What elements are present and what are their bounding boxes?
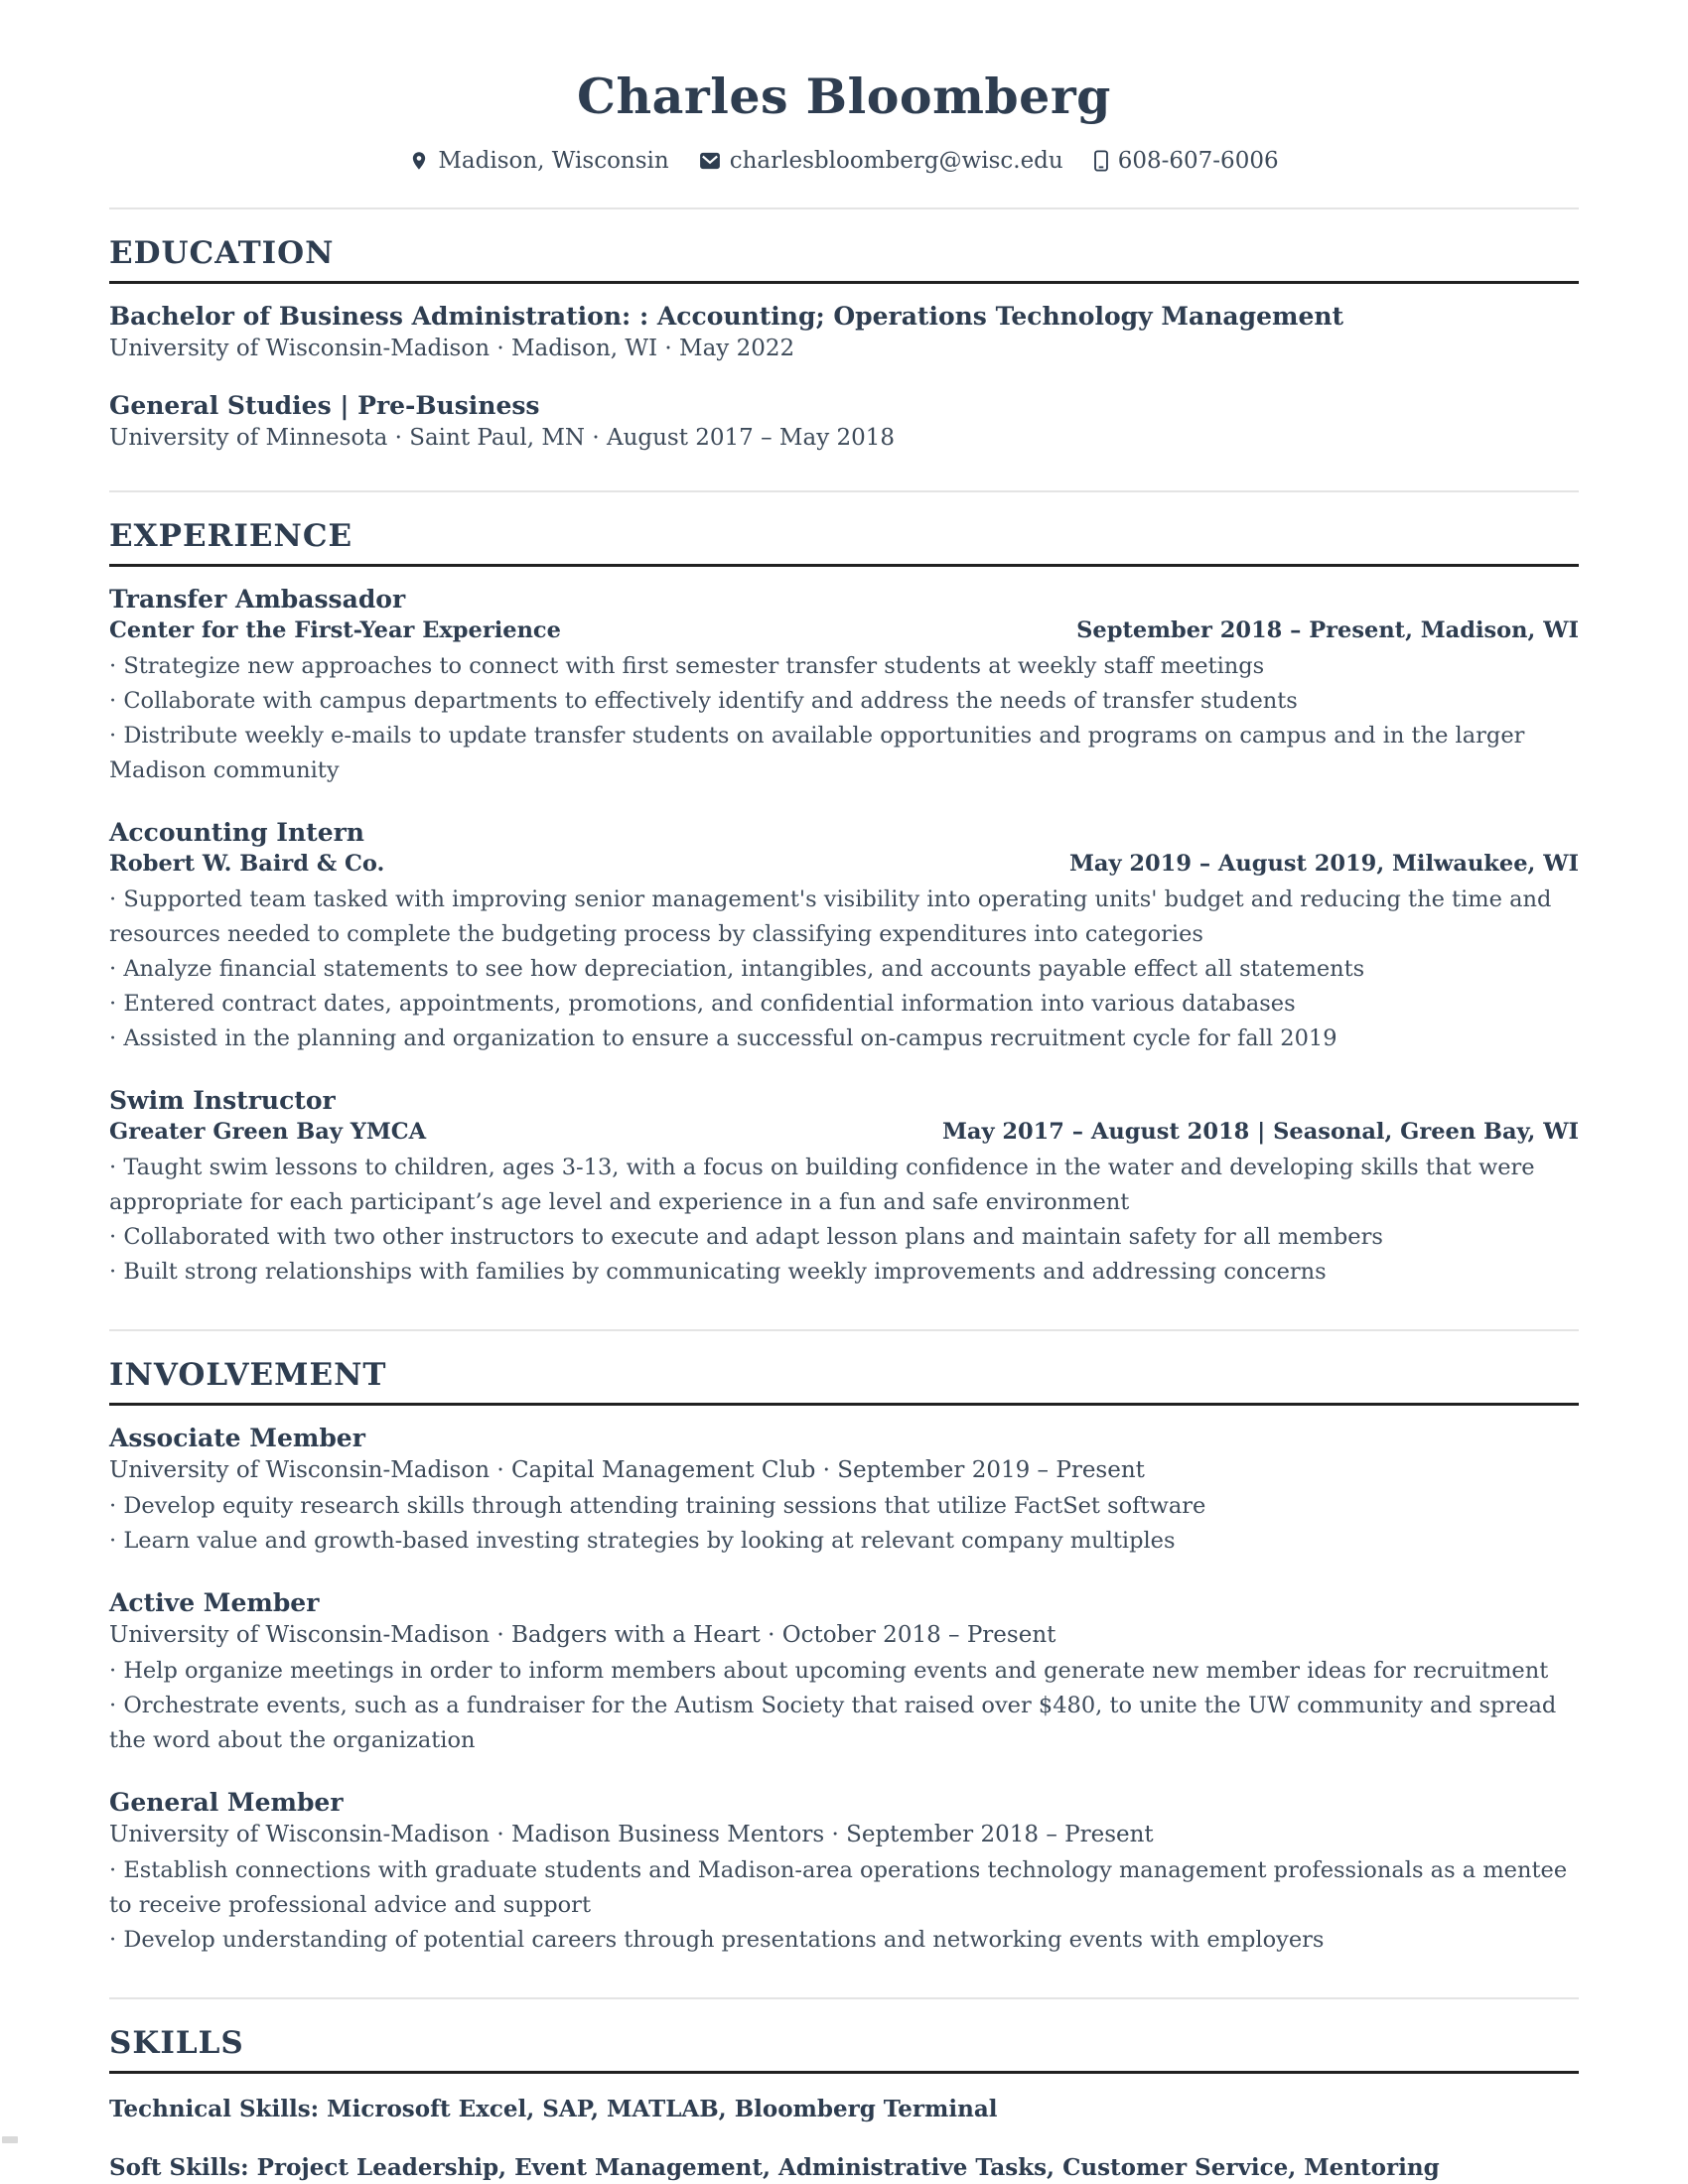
bullet-item: · Establish connections with graduate students and Madison-area operations technology management professionals as a mentee to receive professional advice and support bbox=[109, 1853, 1579, 1923]
company-name: Center for the First-Year Experience bbox=[109, 616, 561, 643]
degree-details: University of Wisconsin-Madison · Madison, WI · May 2022 bbox=[109, 335, 795, 361]
involvement-role: Associate Member bbox=[109, 1423, 365, 1452]
envelope-icon bbox=[699, 152, 721, 170]
experience-entry bbox=[109, 585, 1579, 788]
job-title: Swim Instructor bbox=[109, 1085, 336, 1115]
resume-header bbox=[109, 68, 1579, 174]
job-title: Transfer Ambassador bbox=[109, 584, 406, 614]
contact-location bbox=[409, 148, 668, 174]
degree-title: General Studies | Pre-Business bbox=[109, 390, 540, 420]
contact-location-text: Madison, Wisconsin bbox=[438, 147, 669, 174]
technical-skills-line: Technical Skills: Microsoft Excel, SAP, MATLAB, Bloomberg Terminal bbox=[109, 2095, 998, 2122]
section-divider bbox=[109, 1997, 1579, 1999]
bullet-item: · Collaborated with two other instructors to execute and adapt lesson plans and maintain safety for all members bbox=[109, 1220, 1579, 1255]
experience-heading: EXPERIENCE bbox=[109, 518, 1579, 567]
section-divider bbox=[109, 490, 1579, 492]
job-date-location: May 2019 – August 2019, Milwaukee, WI bbox=[1068, 850, 1579, 877]
job-date-location: May 2017 – August 2018 | Seasonal, Green Bay, WI bbox=[941, 1118, 1579, 1145]
contact-row bbox=[109, 148, 1579, 174]
involvement-bullets bbox=[109, 1654, 1579, 1758]
bullet-item: · Learn value and growth-based investing strategies by looking at relevant company multiples bbox=[109, 1524, 1579, 1559]
bullet-item: · Entered contract dates, appointments, promotions, and confidential information into various databases bbox=[109, 987, 1579, 1022]
degree-details: University of Minnesota · Saint Paul, MN · August 2017 – May 2018 bbox=[109, 424, 896, 451]
section-experience bbox=[109, 518, 1579, 1290]
degree-title: Bachelor of Business Administration: : Accounting; Operations Technology Management bbox=[109, 301, 1344, 331]
skills-heading: SKILLS bbox=[109, 2025, 1579, 2074]
section-education bbox=[109, 235, 1579, 451]
bullet-item: · Collaborate with campus departments to effectively identify and address the needs of transfer students bbox=[109, 684, 1579, 719]
job-meta-row bbox=[109, 617, 1579, 643]
job-bullets bbox=[109, 1151, 1579, 1290]
bullet-item: · Analyze financial statements to see how depreciation, intangibles, and accounts payable effect all statements bbox=[109, 952, 1579, 987]
education-entry bbox=[109, 302, 1579, 361]
bullet-item: · Built strong relationships with families by communicating weekly improvements and addressing concerns bbox=[109, 1255, 1579, 1290]
section-involvement bbox=[109, 1357, 1579, 1958]
section-divider bbox=[109, 1329, 1579, 1331]
involvement-entry bbox=[109, 1424, 1579, 1559]
involvement-role: General Member bbox=[109, 1787, 344, 1817]
involvement-details: University of Wisconsin-Madison · Madison Business Mentors · September 2018 – Present bbox=[109, 1821, 1154, 1847]
contact-email-text: charlesbloomberg@wisc.edu bbox=[729, 147, 1063, 174]
involvement-bullets bbox=[109, 1489, 1579, 1559]
bullet-item: · Help organize meetings in order to inform members about upcoming events and generate new member ideas for recruitment bbox=[109, 1654, 1579, 1689]
education-heading: EDUCATION bbox=[109, 235, 1579, 284]
bullet-item: · Assisted in the planning and organization to ensure a successful on-campus recruitment cycle for fall 2019 bbox=[109, 1022, 1579, 1056]
person-name: Charles Bloomberg bbox=[577, 68, 1111, 125]
experience-entry bbox=[109, 818, 1579, 1056]
page-corner-artifact bbox=[2, 2136, 18, 2143]
contact-email bbox=[699, 148, 1063, 174]
soft-skills-line: Soft Skills: Project Leadership, Event Management, Administrative Tasks, Customer Service, Mentoring bbox=[109, 2153, 1440, 2181]
bullet-item: · Supported team tasked with improving senior management's visibility into operating units' budget and reducing the time and resources needed to complete the budgeting process by classifying expenditures into categories bbox=[109, 883, 1579, 952]
involvement-details: University of Wisconsin-Madison · Capital Management Club · September 2019 – Present bbox=[109, 1456, 1145, 1483]
job-meta-row bbox=[109, 851, 1579, 877]
involvement-heading: INVOLVEMENT bbox=[109, 1357, 1579, 1406]
job-title: Accounting Intern bbox=[109, 817, 364, 847]
mobile-phone-icon bbox=[1093, 150, 1109, 172]
job-date-location: September 2018 – Present, Madison, WI bbox=[1076, 616, 1579, 643]
involvement-role: Active Member bbox=[109, 1587, 320, 1617]
involvement-bullets bbox=[109, 1853, 1579, 1958]
section-skills bbox=[109, 2025, 1579, 2181]
bullet-item: · Distribute weekly e-mails to update transfer students on available opportunities and programs on campus and in the larger Madison community bbox=[109, 719, 1579, 788]
contact-phone-text: 608-607-6006 bbox=[1117, 147, 1279, 174]
contact-phone bbox=[1093, 148, 1279, 174]
job-bullets bbox=[109, 649, 1579, 788]
company-name: Robert W. Baird & Co. bbox=[109, 850, 385, 877]
job-bullets bbox=[109, 883, 1579, 1056]
bullet-item: · Develop equity research skills through attending training sessions that utilize FactSet software bbox=[109, 1489, 1579, 1524]
header-divider bbox=[109, 207, 1579, 209]
involvement-details: University of Wisconsin-Madison · Badgers with a Heart · October 2018 – Present bbox=[109, 1621, 1056, 1648]
involvement-entry bbox=[109, 1588, 1579, 1758]
location-pin-icon bbox=[409, 150, 429, 172]
company-name: Greater Green Bay YMCA bbox=[109, 1118, 427, 1145]
bullet-item: · Develop understanding of potential careers through presentations and networking events with employers bbox=[109, 1923, 1579, 1958]
bullet-item: · Orchestrate events, such as a fundraiser for the Autism Society that raised over $480, to unite the UW community and spread the word about the organization bbox=[109, 1689, 1579, 1758]
bullet-item: · Taught swim lessons to children, ages 3-13, with a focus on building confidence in the water and developing skills that were appropriate for each participant’s age level and experience in a fun and safe environment bbox=[109, 1151, 1579, 1220]
job-meta-row bbox=[109, 1119, 1579, 1145]
involvement-entry bbox=[109, 1788, 1579, 1958]
bullet-item: · Strategize new approaches to connect with first semester transfer students at weekly staff meetings bbox=[109, 649, 1579, 684]
experience-entry bbox=[109, 1086, 1579, 1290]
education-entry bbox=[109, 391, 1579, 451]
